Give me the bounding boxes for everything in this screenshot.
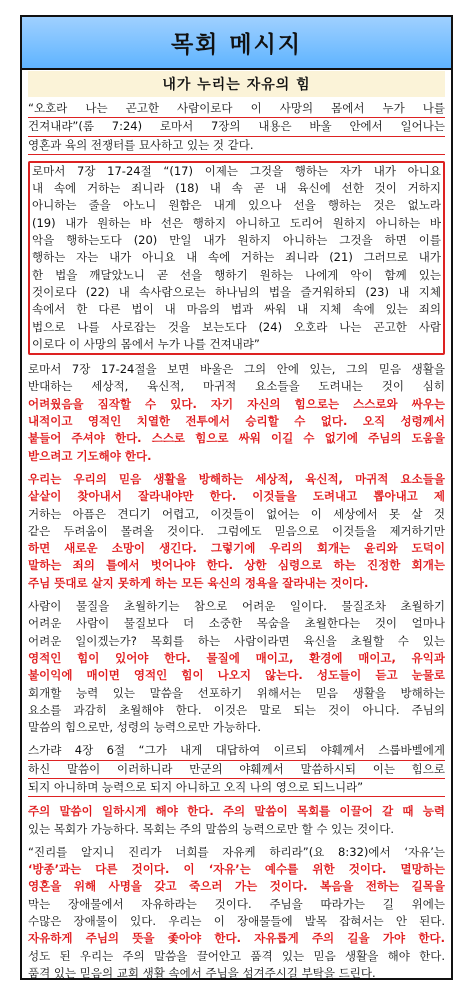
text-line: 말하는 죄의 틀에서 벗어나야 한다. 상한 심령으로 하는 진정한 회개는 [28, 558, 445, 573]
text-line: 주님 뜻대로 살지 못하게 하는 모든 육신의 정욕을 잘라내는 것이다. [28, 575, 369, 590]
text-line: 자유하게 주님의 뜻을 좇아야 한다. 자유롭게 주의 길을 가야 한다. [28, 931, 445, 946]
text-line: 있는 목회가 가능하다. 목회는 주의 말씀의 능력으로만 할 수 있는 것이다. [28, 821, 395, 836]
paragraph-5 [28, 598, 445, 736]
text-line: 사람이 물질을 초월하기는 참으로 어려운 일이다. 물질조차 초월하기 [28, 599, 445, 614]
text-line: 주의 말씀이 일하시게 해야 한다. 주의 말씀이 목회를 이끌어 갈 때 능력 [28, 804, 445, 819]
text-line: 속에서 한 다른 법이 내 마음의 법과 싸워 내 지체 속에 있는 죄의 [32, 302, 441, 317]
page-title: 목회 메시지 [170, 32, 303, 58]
text-line: 행하는 자는 내가 아니요 내 속에 거하는 죄니라 (21) 그러므로 내가 [32, 250, 441, 265]
text-line: 받으려고 기도해야 한다. [28, 448, 152, 463]
subtitle-text: 내가 누리는 자유의 힘 [162, 77, 311, 93]
text-line: 악을 행하는도다 (20) 만일 내가 원하지 아니하는 그것을 하면 이를 [32, 233, 441, 248]
text-line: 법으로 나를 사로잡는 것을 보는도다 (24) 오호라 나는 곤고한 사람 [32, 319, 441, 334]
text-line: (19) 내가 원하는 바 선은 행하지 아니하고 도리어 원하지 아니하는 바 [32, 215, 441, 230]
text-line: 어려운 사람이 물질보다 더 소중한 목숨을 초월한다는 것이 얼마나 [28, 616, 445, 631]
text-line: 건져내랴”(롬 7:24) 로마서 7장의 내용은 바울 안에서 일어나는 [28, 118, 445, 136]
paragraph-1 [28, 100, 445, 155]
paragraph-4 [28, 471, 445, 592]
text-line: 것이로다 (22) 내 속사람으로는 하나님의 법을 즐거워하되 (23) 내 지체 [32, 284, 441, 299]
text-line: 붙들어 주셔야 한다. 스스로 힘으로 싸워 이길 수 없기에 주님의 도움을 [28, 431, 445, 446]
text-line: 스가랴 4장 6절 “그가 내게 대답하여 이르되 야훼께서 스룹바벨에게 [28, 742, 445, 760]
text-line: “오호라 나는 곤고한 사람이로다 이 사망의 몸에서 누가 나를 [28, 100, 445, 118]
text-line: 이로다 이 사망의 몸에서 누가 나를 건져내랴” [32, 336, 260, 351]
text-line: 샅샅이 찾아내서 잘라내야만 한다. 이것들을 도려내고 뽑아내고 제 [28, 489, 445, 504]
text-line: 회개할 능력 있는 말씀을 선포하기 위해서는 믿음 생활을 방해하는 [28, 685, 445, 700]
text-line: 같은 두려움이 몰려올 것이다. 그럼에도 믿음으로 이것들을 제거하기만 [28, 523, 445, 538]
text-line: 어려웠음을 짐작할 수 있다. 자기 자신의 힘으로는 스스로와 싸우는 [28, 396, 445, 411]
text-line: 영적인 힘이 있어야 한다. 물질에 매이고, 환경에 매이고, 유익과 [28, 650, 445, 665]
text-line: 반대하는 세상적, 육신적, 마귀적 요소들을 도려내는 것이 심히 [28, 379, 445, 394]
text-line: 로마서 7장 17-24절을 보면 바울은 그의 안에 있는, 그의 믿음 생활을 [28, 362, 445, 377]
text-line: 내 속에 거하는 죄니라 (18) 내 속 곧 내 육신에 선한 것이 거하지 [32, 181, 441, 196]
text-line: 불이익에 매이면 영적인 힘이 나오지 않는다. 성도들이 듣고 눈물로 [28, 668, 445, 683]
message-body [28, 100, 445, 988]
paragraph-6 [28, 742, 445, 797]
text-line: 성도 된 우리는 주의 말씀을 끌어안고 품격 있는 믿음 생활을 해야 한다. [28, 948, 445, 963]
text-line: 거하는 아픔은 견디기 어렵고, 이것들이 없어는 이 세상에서 못 살 것 [28, 506, 445, 521]
text-line: 내적이고 영적인 치열한 전투에서 승리할 수 없다. 오직 성령께서 [28, 414, 445, 429]
text-line: 하신 말씀이 이러하니라 만군의 야훼께서 말씀하시되 이는 힘으로 [28, 761, 445, 779]
text-line: 영혼을 위해 사명을 갖고 죽으러 가는 것이다. 복음을 전하는 길목을 [28, 879, 445, 894]
paragraph-7 [28, 803, 445, 838]
text-line: 말씀의 힘으로만, 성령의 능력으로만 가능하다. [28, 720, 262, 735]
text-line: 하면 새로운 소망이 생긴다. 그렇기에 우리의 회개는 윤리와 도덕이 [28, 541, 445, 556]
text-line: 수많은 장애물이 있다. 우리는 이 장애물들에 발목 잡혀서는 안 된다. [28, 914, 445, 929]
text-line: 한 법을 깨달았노니 곧 선을 행하기 원하는 나에게 악이 함께 있는 [32, 267, 441, 282]
text-line: 로마서 7장 17-24절 “(17) 이제는 그것을 행하는 자가 내가 아니요 [32, 163, 441, 178]
text-line: 아니하는 줄을 아노니 원함은 내게 있으나 선을 행하는 것은 없노라 [32, 198, 441, 213]
text-line: 영혼과 육의 전쟁터를 묘사하고 있는 것 같다. [28, 137, 445, 155]
subtitle-banner [28, 71, 445, 97]
page-header [20, 15, 453, 70]
text-line: 어려운 일이겠는가? 목회를 하는 사람이라면 육신을 초월할 수 있는 [28, 633, 445, 648]
text-line: 되지 아니하며 능력으로 되지 아니하고 오직 나의 영으로 되느니라” [28, 779, 445, 797]
text-line: ‘방종’과는 다른 것이다. 이 ‘자유’는 예수를 위한 것이다. 멸망하는 [28, 862, 445, 877]
text-line: 품격 있는 믿음의 교회 생활 속에서 주님을 섬겨주시길 부탁을 드린다. [28, 965, 376, 980]
text-line: “진리를 알지니 진리가 너희를 자유케 하리라”(요 8:32)에서 ‘자유’는 [28, 844, 445, 859]
paragraph-8 [28, 844, 445, 982]
text-line: 우리는 우리의 믿음 생활을 방해하는 세상적, 육신적, 마귀적 요소들을 [28, 471, 445, 486]
text-line: 요소를 과감히 초월해야 한다. 이것은 말로 되는 것이 아니다. 주님의 [28, 702, 445, 717]
paragraph-2 [28, 161, 445, 355]
paragraph-3 [28, 361, 445, 465]
text-line: 막는 장애물에서 자유하라는 것이다. 주님을 따라가는 길 위에는 [28, 896, 445, 911]
